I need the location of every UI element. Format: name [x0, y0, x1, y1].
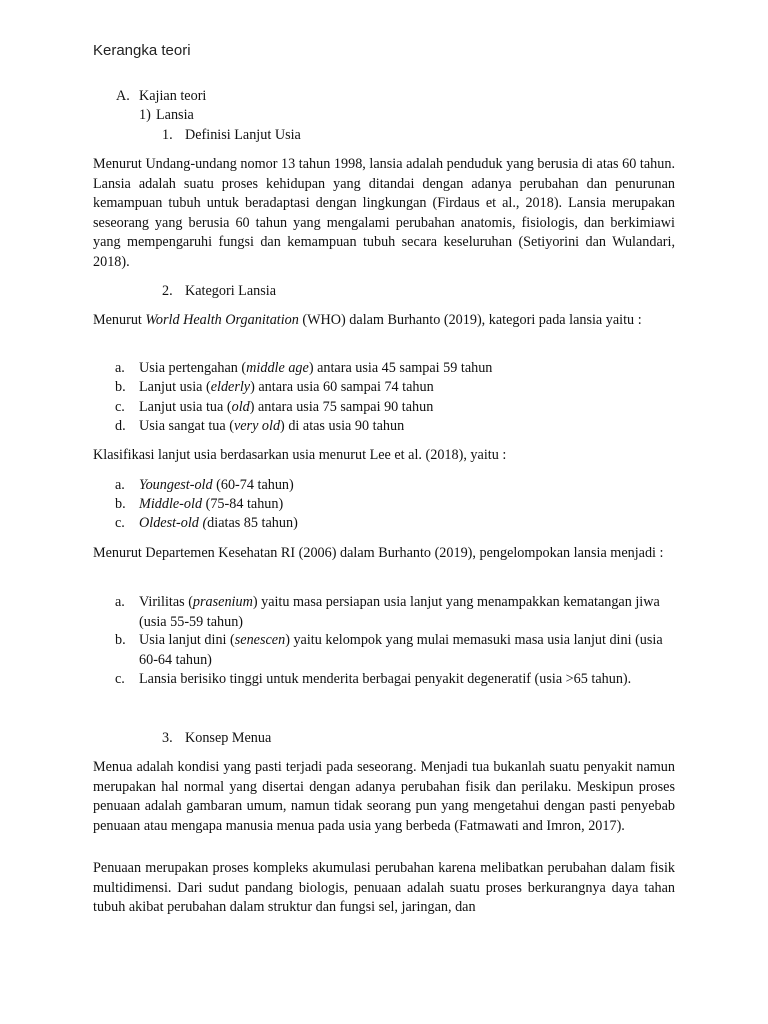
paragraph-penuaan: Penuaan merupakan proses kompleks akumulasi perubahan karena melibatkan perubahan dalam fisik multidimensi. Dari sudut pandang biologis, penuaan adalah suatu proses berkurangnya daya tahan tubuh akibat perubahan dalam struktur dan fungsi sel, jaringan, dan: [93, 860, 675, 915]
list-text: ) yaitu masa persiapan usia lanjut yang menampakkan kematangan jiwa (usia 55-59 tahun): [139, 594, 660, 630]
paragraph-lee: Klasifikasi lanjut usia berdasarkan usia menurut Lee et al. (2018), yaitu :: [93, 447, 507, 463]
list-marker: c.: [115, 515, 125, 531]
list-item: [115, 593, 677, 632]
list-text: Lansia berisiko tinggi untuk menderita berbagai penyakit degeneratif (usia >65 tahun).: [139, 671, 632, 687]
list-marker: b.: [115, 496, 126, 512]
list-text: Lanjut usia (: [139, 379, 211, 395]
list-marker: a.: [115, 360, 125, 376]
list-marker: b.: [115, 379, 126, 395]
paragraph-who-em: World Health Organitation: [145, 312, 299, 328]
paragraph-depkes: Menurut Departemen Kesehatan RI (2006) dalam Burhanto (2019), pengelompokan lansia menjadi :: [93, 545, 664, 561]
list-text: Virilitas (: [139, 594, 193, 610]
list-text: ) yaitu kelompok yang mulai memasuki masa usia lanjut dini (usia 60-64 tahun): [139, 632, 663, 668]
paragraph-who-pre: Menurut: [93, 312, 146, 328]
list-text: Usia pertengahan (: [139, 360, 247, 376]
list-text-em: senescen: [234, 632, 286, 648]
heading-kategori: [162, 282, 276, 302]
section-a-label: Kajian teori: [139, 88, 207, 104]
heading-konsep-menua: [162, 729, 271, 749]
list-text: ) antara usia 75 sampai 90 tahun: [249, 399, 434, 415]
heading-konsep-menua-label: Konsep Menua: [185, 730, 272, 746]
list-item: [115, 514, 677, 534]
document-title: Kerangka teori: [93, 42, 191, 59]
list-text-em: Middle-old: [139, 496, 203, 512]
list-text: ) antara usia 45 sampai 59 tahun: [308, 360, 493, 376]
list-text-em: Youngest-old: [139, 477, 213, 493]
list-text: diatas 85 tahun): [207, 515, 298, 531]
paragraph-who-post: (WHO) dalam Burhanto (2019), kategori pada lansia yaitu :: [298, 312, 642, 328]
paragraph-menua: Menua adalah kondisi yang pasti terjadi pada seseorang. Menjadi tua bukanlah suatu penyakit namun merupakan hal normal yang disertai dengan adanya perubahan fisik dan perilaku. Meskipun proses penuaan adalah gambaran umum, namun tidak seorang pun yang mengetahui dengan pasti penyebab penuaan atau mengapa manusia menua pada usia yang berbeda (Fatmawati and Imron, 2017).: [93, 759, 675, 834]
subsection-1-label: Lansia: [156, 107, 194, 123]
heading-definisi-label: Definisi Lanjut Usia: [185, 127, 301, 143]
list-item: [115, 495, 677, 515]
list-text: (60-74 tahun): [212, 477, 294, 493]
heading-definisi: [162, 126, 301, 146]
section-a-heading: [116, 87, 206, 107]
list-text-em: very old: [233, 418, 281, 434]
list-text-em: Oldest-old (: [139, 515, 208, 531]
list-marker: b.: [115, 632, 126, 648]
list-text: Usia sangat tua (: [139, 418, 234, 434]
subsection-1-heading: [139, 106, 194, 126]
heading-kategori-label: Kategori Lansia: [185, 283, 276, 299]
list-text: (75-84 tahun): [202, 496, 284, 512]
list-marker: c.: [115, 399, 125, 415]
section-a-marker: A.: [116, 88, 130, 104]
list-marker: c.: [115, 671, 125, 687]
list-marker: a.: [115, 477, 125, 493]
list-item: [115, 398, 677, 418]
heading-definisi-marker: 1.: [162, 127, 173, 143]
list-text-em: prasenium: [192, 594, 253, 610]
list-item: [115, 417, 677, 437]
list-item: [115, 359, 677, 379]
subsection-1-marker: 1): [139, 107, 151, 123]
list-item: [115, 631, 677, 670]
list-item: [115, 476, 677, 496]
list-text: ) di atas usia 90 tahun: [280, 418, 405, 434]
list-item: [115, 378, 677, 398]
heading-kategori-marker: 2.: [162, 283, 173, 299]
list-text: Lanjut usia tua (: [139, 399, 232, 415]
list-text-em: old: [231, 399, 250, 415]
list-marker: a.: [115, 594, 125, 610]
heading-konsep-menua-marker: 3.: [162, 730, 173, 746]
list-text-em: middle age: [246, 360, 309, 376]
paragraph-definisi: Menurut Undang-undang nomor 13 tahun 1998, lansia adalah penduduk yang berusia di atas 60 tahun. Lansia adalah suatu proses kehidupan yang ditandai dengan adanya perubahan dan penurunan kemampuan tubuh untuk beradaptasi dengan lingkungan (Firdaus et al., 2018). Lansia merupakan seseorang yang berusia 60 tahun yang mengalami perubahan anatomis, fisiologis, dan berkimiawi yang mempengaruhi fungsi dan kemampuan tubuh secara keseluruhan (Setiyorini dan Wulandari, 2018).: [93, 156, 675, 270]
list-text: ) antara usia 60 sampai 74 tahun: [250, 379, 434, 395]
paragraph-who: [93, 311, 675, 331]
list-text-em: elderly: [210, 379, 251, 395]
list-text: Usia lanjut dini (: [139, 632, 235, 648]
list-marker: d.: [115, 418, 126, 434]
list-item: [115, 670, 677, 690]
